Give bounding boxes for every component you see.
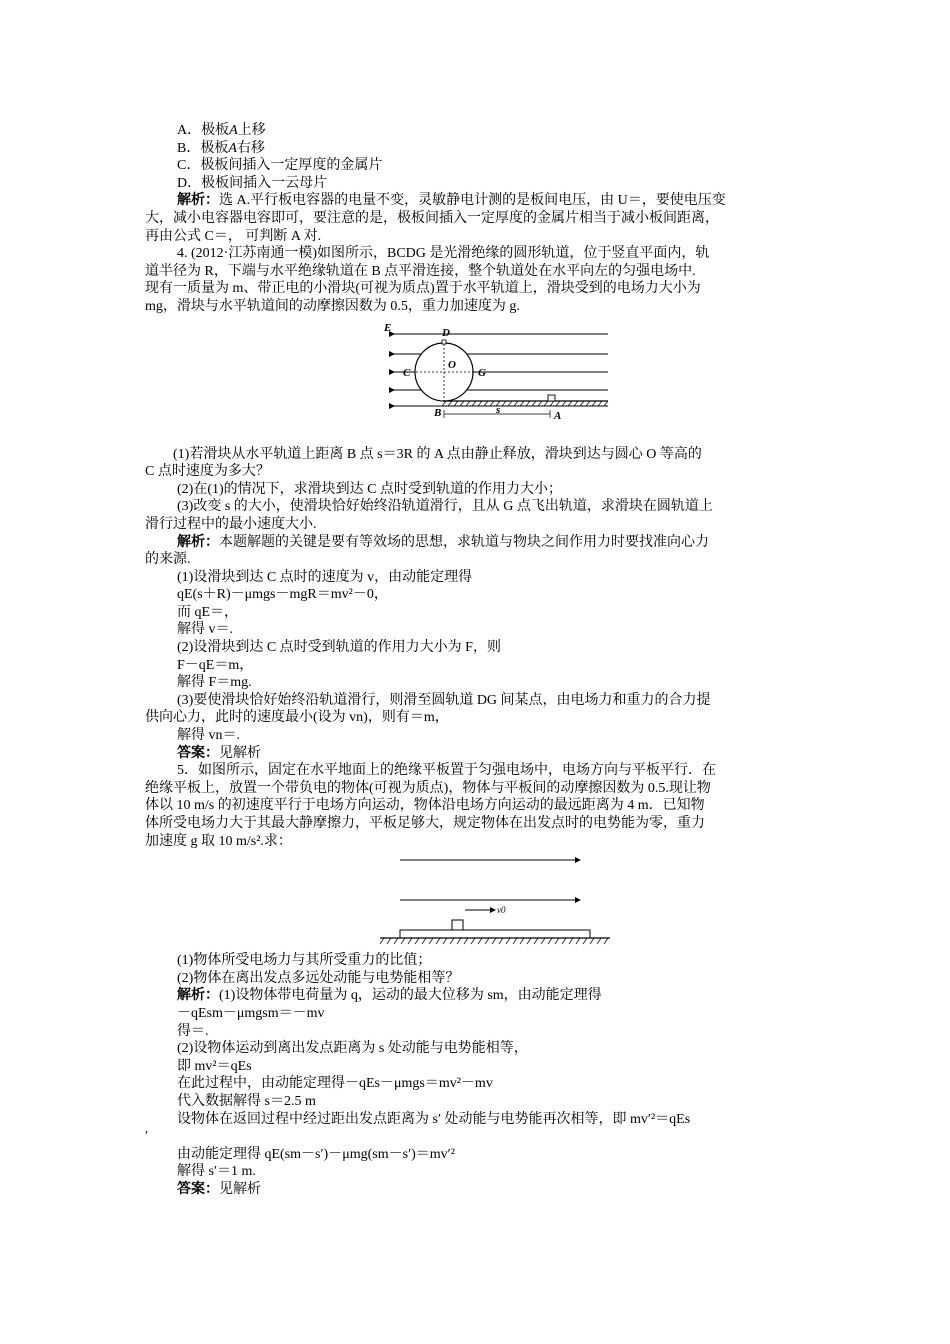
option-c: C．极板间插入一定厚度的金属片 (177, 158, 383, 174)
option-b: B．极板A右移 (177, 140, 265, 156)
label-b: B (434, 406, 442, 419)
option-d: D．极板间插入一云母片 (177, 175, 328, 191)
q5-a10: 解得 s′＝1 m. (177, 1164, 256, 1180)
label-e: E (384, 321, 392, 334)
q4-stem-line3: 现有一质量为 m、带正电的小滑块(可视为质点)置于水平轨道上，滑块受到的电场力大小为 (145, 281, 701, 297)
q4-a2: qE(s＋R)－μmgs－mgR＝mv²－0， (177, 587, 388, 603)
label-o: O (448, 358, 456, 371)
q5-stem-line1: 5．如图所示，固定在水平地面上的绝缘平板置于匀强电场中，电场方向与平板平行．在 (177, 763, 716, 779)
q4-a5: (2)设滑块到达 C 点时受到轨道的作用力大小为 F，则 (177, 640, 501, 656)
q5-stem-line4: 体所受电场力大于其最大静摩擦力，平板足够大，规定物体在出发点时的电势能为零，重力 (145, 816, 705, 831)
q4-a8-line1: (3)要使滑块恰好始终沿轨道滑行，则滑至圆轨道 DG 间某点，由电场力和重力的合力提 (177, 692, 711, 708)
q5-stem-line2: 绝缘平板上，放置一个带负电的物体(可视为质点)，物体与平板间的动摩擦因数为 0.5.现让物 (145, 780, 711, 796)
q4-sub1-line2: C 点时速度为多大？ (145, 464, 270, 480)
document-page (145, 122, 810, 1199)
q5-a9: 由动能定理得 qE(sm－s′)－μmg(sm－s′)＝mv′² (177, 1146, 455, 1162)
q4-a6: F－qE＝m， (177, 657, 254, 673)
q4-stem-line2: 道半径为 R，下端与水平绝缘轨道在 B 点平滑连接，整个轨道处在水平向左的匀强电场中. (145, 263, 696, 279)
q5-a8: 设物体在返回过程中经过距出发点距离为 s′ 处动能与电势能再次相等，即 mv′²＝qEs (177, 1111, 691, 1127)
q4-a8-line2: 供向心力，此时的速度最小(设为 vn)，则有＝m， (145, 710, 449, 726)
q5-a3: 得＝. (177, 1023, 209, 1039)
q5-a8-tail: ′ (145, 1129, 149, 1145)
q4-stem-line1: 4. (2012·江苏南通一模)如图所示，BCDG 是光滑绝缘的圆形轨道，位于竖直平面内，轨 (177, 246, 710, 262)
q3-analysis-line2: 大，减小电容器电容即可，要注意的是，极板间插入一定厚度的金属片相当于减小板间距离， (145, 210, 719, 226)
label-c: C (403, 366, 411, 379)
q3-analysis-line3: 再由公式 C＝， 可判断 A 对. (145, 228, 322, 244)
label-d: D (442, 326, 450, 339)
label-s: s (496, 403, 501, 416)
circular-track-figure (382, 320, 612, 440)
q5-sub2: (2)物体在离出发点多远处动能与电势能相等？ (177, 970, 460, 986)
q5-a6: 在此过程中，由动能定理得－qEs－μmgs＝mv²－mv (177, 1076, 493, 1092)
q3-analysis-line1: 解析：选 A.平行板电容器的电量不变，灵敏静电计测的是板间电压，由 U＝，要使电压变 (177, 193, 726, 209)
q5-answer: 答案：见解析 (177, 1181, 261, 1197)
q5-a7: 代入数据解得 s＝2.5 m (177, 1093, 316, 1109)
q4-analysis-intro-line2: 的来源. (145, 552, 191, 568)
q4-a9: 解得 vn＝. (177, 728, 240, 744)
label-g: G (478, 366, 486, 379)
q4-sub2: (2)在(1)的情况下，求滑块到达 C 点时受到轨道的作用力大小； (177, 481, 562, 497)
q5-a5: 即 mv²＝qEs (177, 1058, 252, 1074)
q4-a4: 解得 v＝. (177, 622, 233, 638)
q4-a7: 解得 F＝mg. (177, 675, 252, 691)
q5-sub1: (1)物体所受电场力与其所受重力的比值； (177, 953, 432, 969)
v0-label: v0 (497, 905, 506, 916)
label-a: A (554, 409, 562, 422)
q5-a2: －qEsm－μmgsm＝－mv (177, 1005, 325, 1021)
q5-a4: (2)设物体运动到离出发点距离为 s 处动能与电势能相等， (177, 1041, 528, 1057)
q4-a1: (1)设滑块到达 C 点时的速度为 v，由动能定理得 (177, 569, 473, 585)
q5-stem-line3: 体以 10 m/s 的初速度平行于电场方向运动，物体沿电场方向运动的最远距离为 4 m．已知物 (145, 798, 705, 814)
q5-analysis-a1: 解析：(1)设物体带电荷量为 q，运动的最大位移为 sm，由动能定理得 (177, 988, 602, 1004)
q4-stem-line4: mg，滑块与水平轨道间的动摩擦因数为 0.5，重力加速度为 g. (145, 298, 520, 314)
q4-sub3-line1: (3)改变 s 的大小，使滑块恰好始终沿轨道滑行，且从 G 点飞出轨道，求滑块在圆轨道上 (177, 499, 713, 515)
q4-sub1-line1: (1)若滑块从水平轨道上距离 B 点 s＝3R 的 A 点由静止释放，滑块到达与圆心 O 等高的 (173, 446, 702, 462)
q4-a3: 而 qE＝， (177, 604, 239, 620)
q4-answer: 答案：见解析 (177, 745, 261, 761)
q4-sub3-line2: 滑行过程中的最小速度大小. (145, 516, 317, 532)
insulating-plate-figure (375, 856, 615, 948)
q4-analysis-intro: 解析：本题解题的关键是要有等效场的思想，求轨道与物块之间作用力时要找准向心力 (177, 534, 709, 550)
q5-stem-line5: 加速度 g 取 10 m/s².求： (145, 833, 292, 849)
option-a: A．极板A上移 (177, 123, 266, 138)
